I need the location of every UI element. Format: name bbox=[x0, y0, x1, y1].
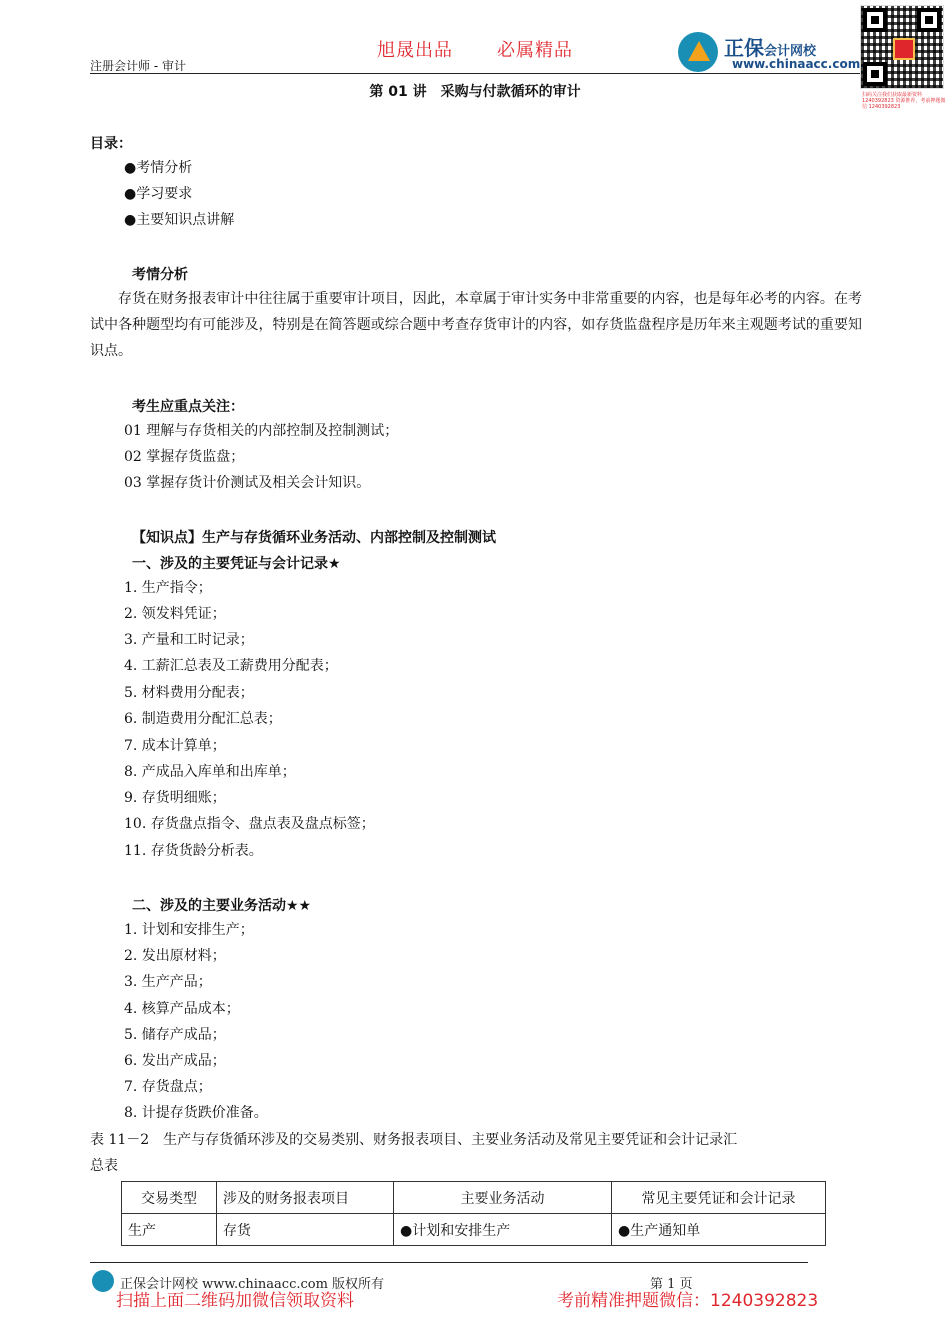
section1-item: 1. 生产指令； bbox=[124, 580, 212, 596]
analysis-heading: 考情分析 bbox=[132, 267, 188, 283]
footer-promo-right: 考前精准押题微信：1240392823 bbox=[557, 1291, 819, 1311]
section1-item: 9. 存货明细账； bbox=[124, 790, 226, 806]
section2-item: 1. 计划和安排生产； bbox=[124, 922, 254, 938]
focus-item: 01 理解与存货相关的内部控制及控制测试； bbox=[124, 423, 399, 439]
table-cell: 生产 bbox=[122, 1214, 217, 1246]
table-header-cell: 主要业务活动 bbox=[394, 1182, 612, 1214]
table-header-cell: 常见主要凭证和会计记录 bbox=[612, 1182, 826, 1214]
header-slogan-1: 旭晟出品 bbox=[377, 40, 453, 61]
focus-item: 03 掌握存货计价测试及相关会计知识。 bbox=[124, 475, 371, 491]
section1-item: 2. 领发料凭证； bbox=[124, 606, 226, 622]
section1-item: 10. 存货盘点指令、盘点表及盘点标签； bbox=[124, 816, 375, 832]
footer-page-number: 第 1 页 bbox=[650, 1277, 693, 1292]
toc-item[interactable]: ●学习要求 bbox=[124, 186, 193, 202]
logo-mark-icon bbox=[678, 32, 718, 72]
table-caption: 表 11－2 生产与存货循环涉及的交易类别、财务报表项目、主要业务活动及常见主要凭证和会计记录汇 bbox=[90, 1132, 738, 1148]
toc-heading: 目录： bbox=[90, 136, 132, 152]
qr-center-badge-icon bbox=[893, 38, 915, 60]
chinaacc-logo[interactable] bbox=[678, 30, 861, 74]
section1-item: 7. 成本计算单； bbox=[124, 738, 226, 754]
section1-item: 5. 材料费用分配表； bbox=[124, 685, 254, 701]
logo-name: 正保会计网校 bbox=[724, 36, 817, 60]
header-course-label: 注册会计师 - 审计 bbox=[90, 59, 186, 73]
table-cell: ●计划和安排生产 bbox=[394, 1214, 612, 1246]
table-caption-continued: 总表 bbox=[90, 1158, 118, 1174]
section2-item: 7. 存货盘点； bbox=[124, 1079, 212, 1095]
footer-copyright: 正保会计网校 www.chinaacc.com 版权所有 bbox=[120, 1277, 385, 1292]
qr-finder-icon bbox=[863, 8, 887, 32]
header-slogan-2: 必属精品 bbox=[497, 40, 573, 61]
section1-item: 3. 产量和工时记录； bbox=[124, 632, 254, 648]
footer-promo-left: 扫描上面二维码加微信领取资料 bbox=[116, 1291, 354, 1311]
analysis-paragraph: 存货在财务报表审计中往往属于重要审计项目，因此，本章属于审计实务中非常重要的内容，也是每年必考的内容。在考试中各种题型均有可能涉及，特别是在简答题或综合题中考查存货审计的内容，如存货监盘程序是历年来主观题考试的重要知识点。 bbox=[90, 291, 862, 359]
qr-code-icon[interactable] bbox=[860, 5, 944, 89]
section1-item: 6. 制造费用分配汇总表； bbox=[124, 711, 282, 727]
header-divider bbox=[90, 73, 860, 74]
section2-item: 3. 生产产品； bbox=[124, 974, 212, 990]
qr-finder-icon bbox=[917, 8, 941, 32]
toc-item[interactable]: ●考情分析 bbox=[124, 160, 193, 176]
table-header-row bbox=[122, 1182, 826, 1214]
table-cell: ●生产通知单 bbox=[612, 1214, 826, 1246]
focus-heading: 考生应重点关注： bbox=[132, 399, 244, 415]
focus-item: 02 掌握存货监盘； bbox=[124, 449, 245, 465]
section1-heading: 一、涉及的主要凭证与会计记录★ bbox=[132, 556, 341, 572]
section2-item: 6. 发出产成品； bbox=[124, 1053, 226, 1069]
table-header-cell: 涉及的财务报表项目 bbox=[217, 1182, 394, 1214]
footer-logo-icon bbox=[92, 1270, 114, 1292]
section2-item: 5. 储存产成品； bbox=[124, 1027, 226, 1043]
qr-note: 扫码关注我们获取最新资料 1240392823 资源推荐，考前押题微信 1240392823 bbox=[862, 92, 946, 110]
section1-item: 8. 产成品入库单和出库单； bbox=[124, 764, 296, 780]
section2-item: 8. 计提存货跌价准备。 bbox=[124, 1105, 268, 1121]
footer-divider bbox=[90, 1262, 808, 1263]
section1-item: 11. 存货货龄分析表。 bbox=[124, 843, 263, 859]
logo-url: www.chinaacc.com bbox=[732, 57, 861, 71]
table-cell: 存货 bbox=[217, 1214, 394, 1246]
section2-item: 2. 发出原材料； bbox=[124, 948, 226, 964]
section1-item: 4. 工薪汇总表及工薪费用分配表； bbox=[124, 658, 338, 674]
section2-item: 4. 核算产品成本； bbox=[124, 1001, 240, 1017]
toc-item[interactable]: ●主要知识点讲解 bbox=[124, 212, 235, 228]
table-row bbox=[122, 1214, 826, 1246]
table-header-cell: 交易类型 bbox=[122, 1182, 217, 1214]
knowledge-heading: 【知识点】生产与存货循环业务活动、内部控制及控制测试 bbox=[132, 530, 496, 546]
summary-table bbox=[121, 1181, 826, 1246]
page-title: 第 01 讲 采购与付款循环的审计 bbox=[369, 84, 581, 100]
section2-heading: 二、涉及的主要业务活动★★ bbox=[132, 898, 312, 914]
